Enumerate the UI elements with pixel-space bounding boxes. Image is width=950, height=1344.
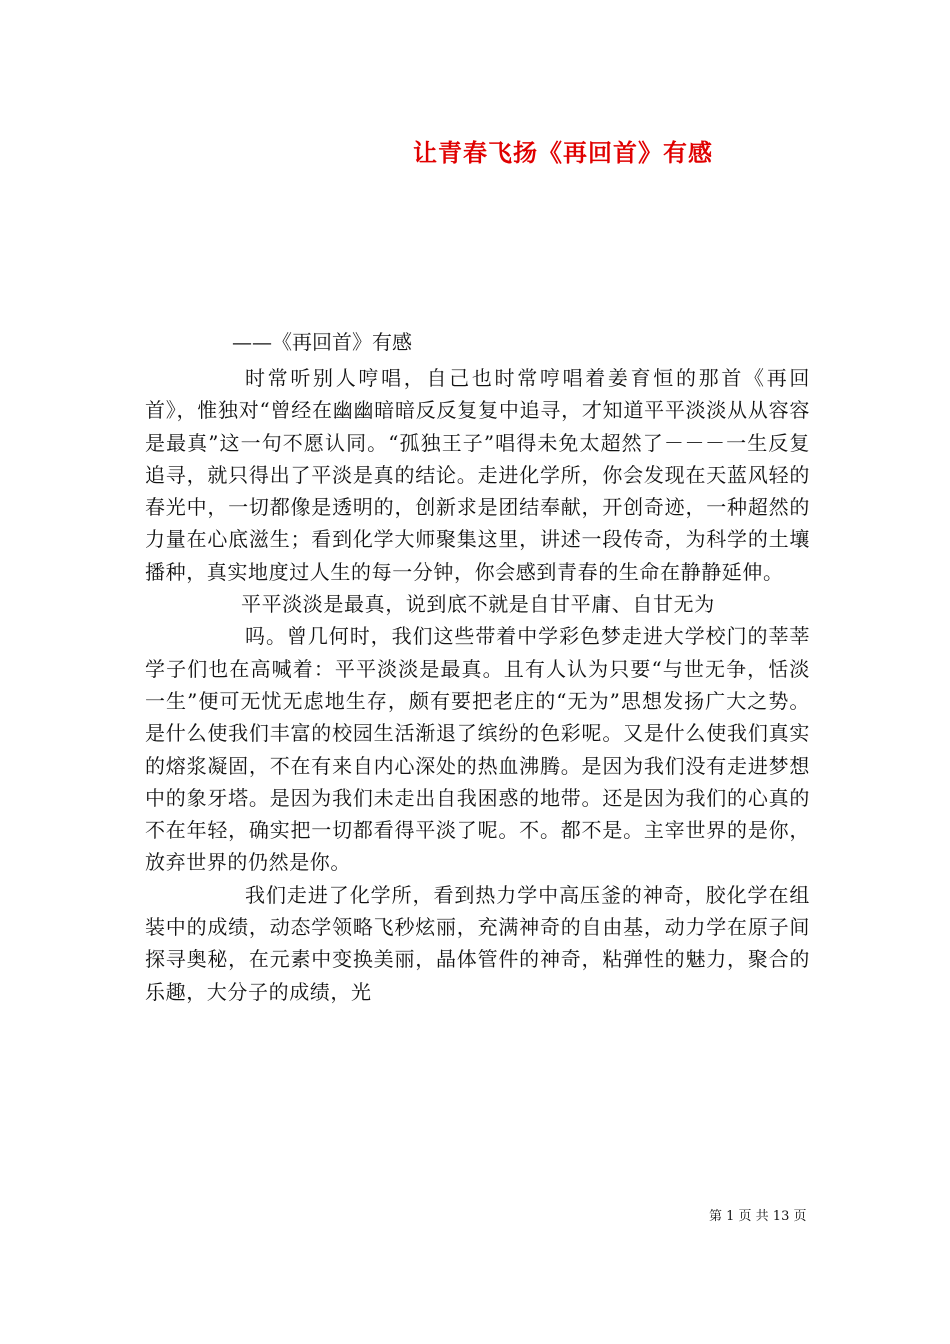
paragraph-1: 时常听别人哼唱，自己也时常哼唱着姜育恒的那首《再回首》，惟独对“曾经在幽幽暗暗反反复复中追寻，才知道平平淡淡从从容容是最真”这一句不愿认同。“孤独王子”唱得未免太超然了－－－一生反复追寻，就只得出了平淡是真的结论。走进化学所，你会发现在天蓝风轻的春光中，一切都像是透明的，创新求是团结奉献，开创奇迹，一种超然的力量在心底滋生；看到化学大师聚集这里，讲述一段传奇，为科学的土壤播种，真实地度过人生的每一分钟，你会感到青春的生命在静静延伸。 — [145, 366, 810, 584]
paragraph-2-lead: 平平淡淡是最真，说到底不就是自甘平庸、自甘无为 — [241, 592, 715, 617]
document-body — [145, 362, 810, 1008]
document-title: 让青春飞扬《再回首》有感 — [413, 138, 713, 167]
document-subtitle: ——《再回首》有感 — [232, 330, 412, 354]
page-number-footer: 第 1 页 共 13 页 — [709, 1209, 807, 1224]
paragraph-2-continuation: 吗。曾几何时，我们这些带着中学彩色梦走进大学校门的莘莘学子们也在高喊着：平平淡淡是最真。且有人认为只要“与世无争，恬淡一生”便可无忧无虑地生存，颇有要把老庄的“无为”思想发扬广大之势。是什么使我们丰富的校园生活渐退了缤纷的色彩呢。又是什么使我们真实的熔浆凝固，不在有来自内心深处的热血沸腾。是因为我们没有走进梦想中的象牙塔。是因为我们未走出自我困惑的地带。还是因为我们的心真的不在年轻，确实把一切都看得平淡了呢。不。都不是。主宰世界的是你，放弃世界的仍然是你。 — [145, 624, 810, 875]
paragraph-3: 我们走进了化学所，看到热力学中高压釜的神奇，胶化学在组装中的成绩，动态学领略飞秒炫丽，充满神奇的自由基，动力学在原子间探寻奥秘，在元素中变换美丽，晶体管件的神奇，粘弹性的魅力，聚合的乐趣，大分子的成绩，光 — [145, 882, 810, 1004]
